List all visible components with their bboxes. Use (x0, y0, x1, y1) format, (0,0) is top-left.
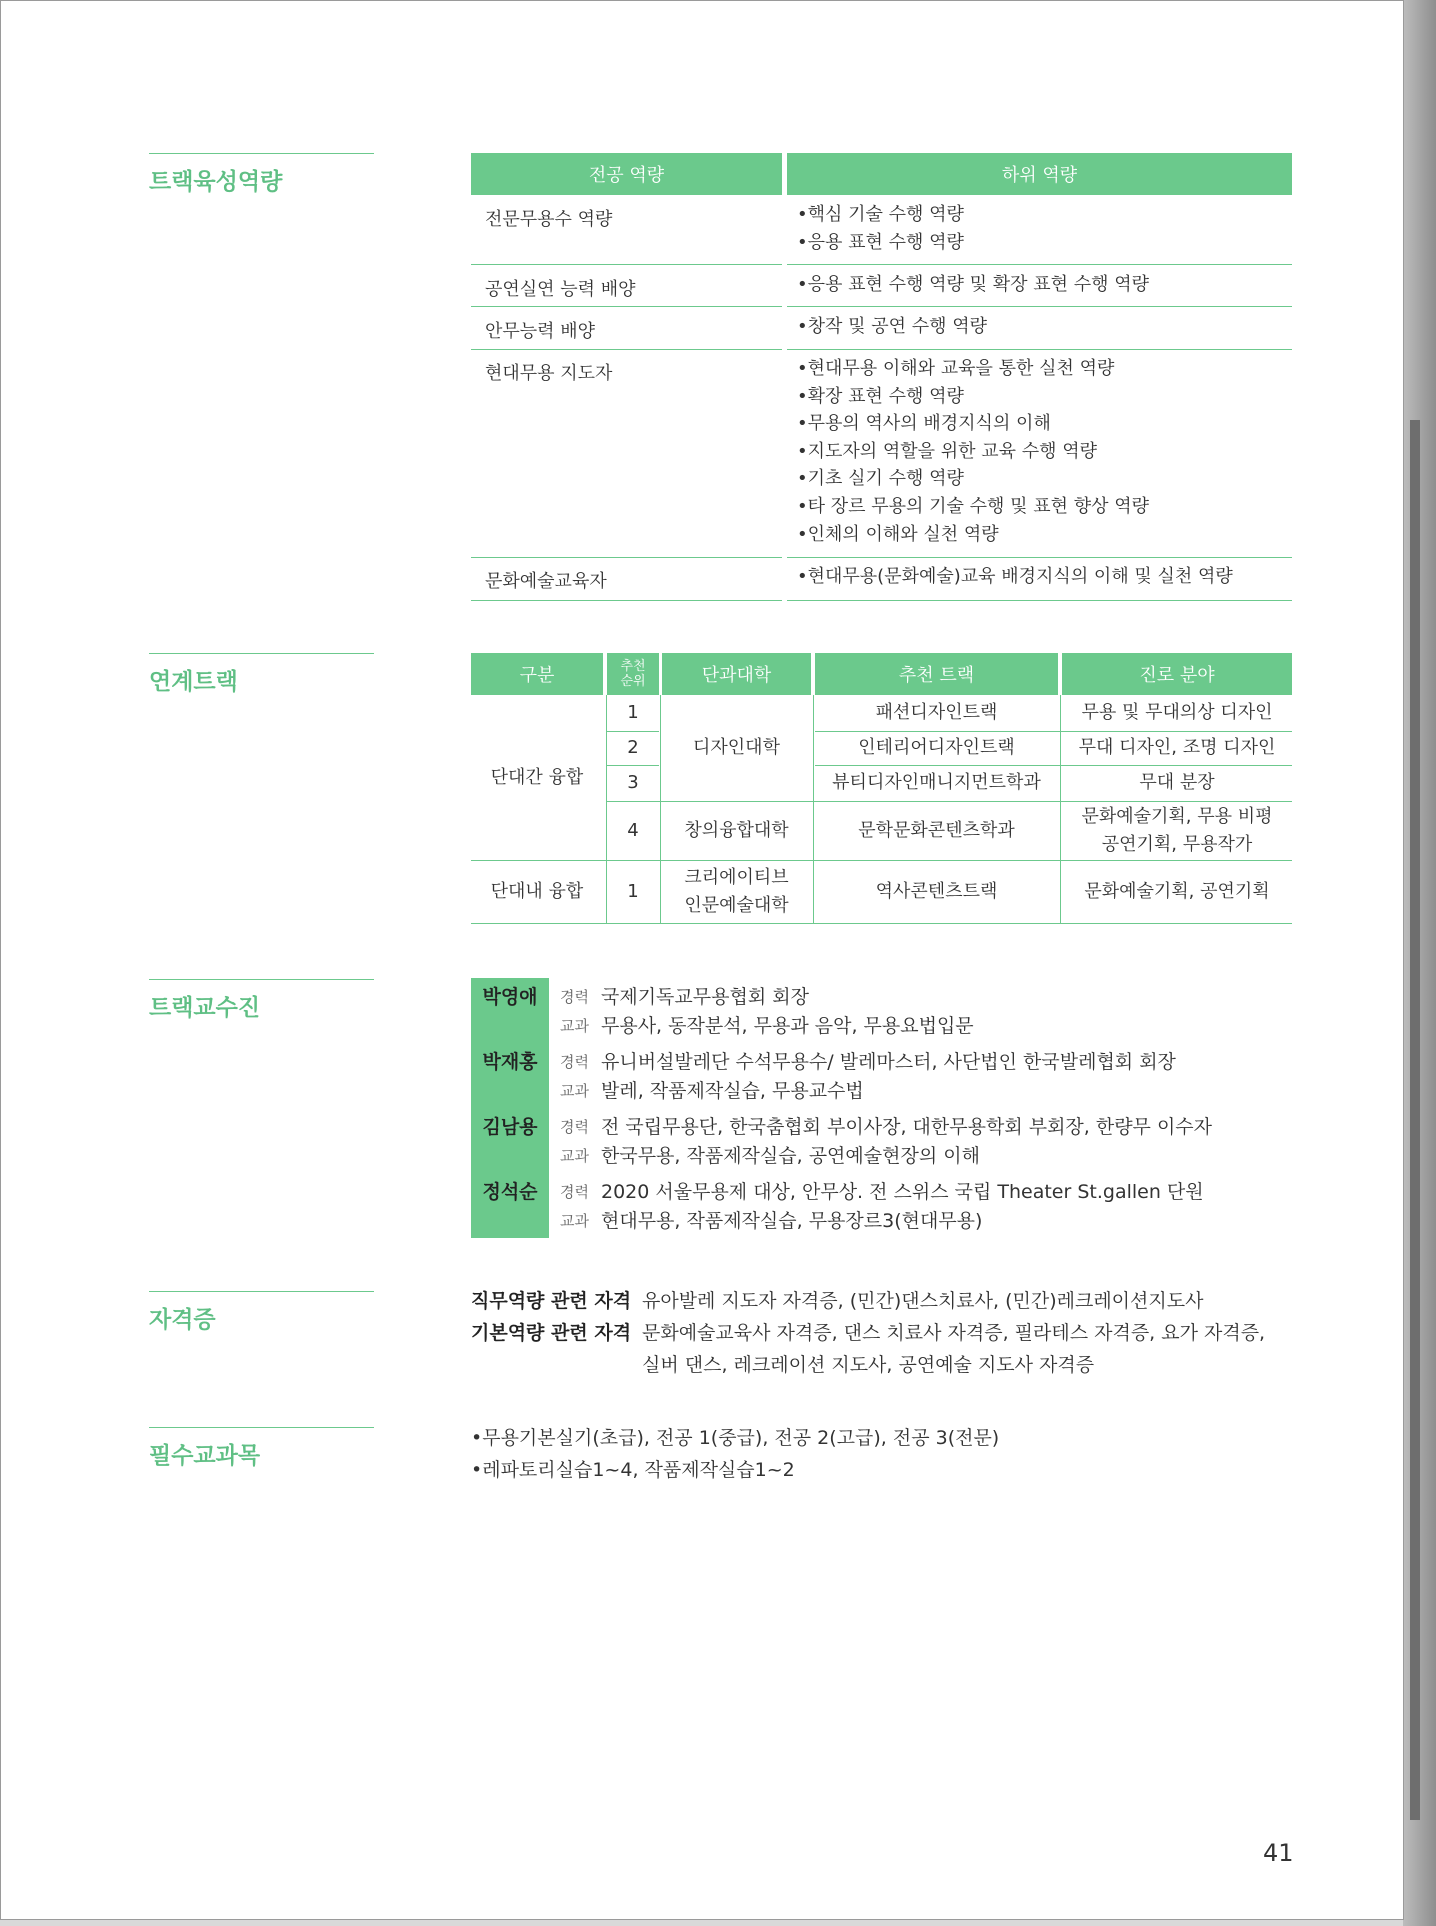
table1-row-divider (471, 264, 782, 265)
section-divider (149, 1291, 374, 1292)
faculty-career: 2020 서울무용제 대상, 안무상. 전 스위스 국립 Theater St.gallen 단원 (601, 1181, 1204, 1203)
table2-header-category: 구분 (471, 653, 603, 695)
required-course-item: • 무용기본실기(초급), 전공 1(중급), 전공 2(고급), 전공 3(전문) (471, 1423, 999, 1450)
table1-row-divider (471, 349, 782, 350)
faculty-course-label: 교과 (560, 1212, 589, 1230)
faculty-courses: 현대무용, 작품제작실습, 무용장르3(현대무용) (601, 1210, 983, 1232)
table1-row-divider (787, 349, 1292, 350)
table2-row-divider (607, 801, 1292, 802)
faculty-name: 박재홍 (482, 1051, 538, 1073)
faculty-career: 유니버설발레단 수석무용수/ 발레마스터, 사단법인 한국발레협회 회장 (601, 1051, 1176, 1073)
table2-row-divider (607, 731, 659, 732)
section-title-competency: 트랙육성역량 (149, 169, 283, 195)
table1-row-label: 안무능력 배양 (485, 321, 596, 342)
section-title-required-courses: 필수교과목 (149, 1443, 261, 1469)
scrollbar-track[interactable] (1410, 420, 1420, 1820)
faculty-career-label: 경력 (560, 1183, 589, 1201)
table2-rank: 1 (627, 702, 639, 723)
table1-row-divider (471, 600, 782, 601)
section-title-certificates: 자격증 (149, 1307, 216, 1333)
faculty-career-label: 경력 (560, 1053, 589, 1071)
table1-row-label: 현대무용 지도자 (485, 363, 613, 384)
table2-col-divider (813, 695, 814, 923)
faculty-name: 정석순 (482, 1181, 538, 1203)
section-title-faculty: 트랙교수진 (149, 995, 261, 1021)
table1-row-label: 공연실연 능력 배양 (485, 279, 636, 300)
table1-row-divider (471, 306, 782, 307)
table2-career: 무용 및 무대의상 디자인 (1081, 702, 1273, 723)
section-divider (149, 979, 374, 980)
table1-row-label: 전문무용수 역량 (485, 209, 613, 230)
table2-row-divider (815, 731, 1292, 732)
table2-college: 디자인대학 (693, 737, 780, 758)
faculty-career-label: 경력 (560, 988, 589, 1006)
table2-row-divider (815, 765, 1292, 766)
qualification-job-text: 유아발레 지도자 자격증, (민간)댄스치료사, (민간)레크레이션지도사 (642, 1290, 1204, 1312)
table1-row-divider (471, 557, 782, 558)
table2-header-college: 단과대학 (662, 653, 811, 695)
section-divider (149, 153, 374, 154)
table1-row-divider (787, 600, 1292, 601)
qualification-job-label: 직무역량 관련 자격 (471, 1290, 632, 1312)
table2-group-inter: 단대간 융합 (490, 766, 584, 788)
table1-row-items: • 핵심 기술 수행 역량 • 응용 표현 수행 역량 (797, 201, 964, 256)
faculty-name: 박영애 (482, 986, 538, 1008)
table2-row-divider (471, 860, 1292, 861)
table2-row-divider (471, 923, 1292, 924)
table2-rank: 3 (627, 772, 639, 793)
table2-career: 무대 분장 (1139, 772, 1215, 793)
table1-row-divider (787, 306, 1292, 307)
table2-career: 무대 디자인, 조명 디자인 (1078, 737, 1276, 758)
table2-group-intra: 단대내 융합 (490, 880, 584, 902)
qualification-basic-text: 실버 댄스, 레크레이션 지도사, 공연예술 지도사 자격증 (642, 1354, 1095, 1376)
table2-header-track: 추천 트랙 (815, 653, 1058, 695)
required-course-item: • 레파토리실습1~4, 작품제작실습1~2 (471, 1455, 795, 1482)
faculty-career-label: 경력 (560, 1118, 589, 1136)
table2-college: 크리에이티브 인문예술대학 (684, 866, 789, 916)
table1-header-sub: 하위 역량 (787, 153, 1292, 195)
faculty-name: 김남용 (482, 1116, 538, 1138)
section-divider (149, 653, 374, 654)
table2-track: 문학문화콘텐츠학과 (858, 819, 1015, 841)
qualification-basic-label: 기본역량 관련 자격 (471, 1322, 632, 1344)
table1-row-divider (787, 557, 1292, 558)
table1-row-items: • 현대무용(문화예술)교육 배경지식의 이해 및 실천 역량 (797, 563, 1233, 591)
faculty-courses: 발레, 작품제작실습, 무용교수법 (601, 1080, 864, 1102)
table2-rank: 2 (627, 737, 639, 758)
table2-track: 역사콘텐츠트랙 (875, 880, 998, 902)
faculty-course-label: 교과 (560, 1017, 589, 1035)
section-divider (149, 1427, 374, 1428)
table2-college: 창의융합대학 (684, 819, 789, 841)
table1-row-items: • 응용 표현 수행 역량 및 확장 표현 수행 역량 (797, 271, 1149, 299)
faculty-course-label: 교과 (560, 1082, 589, 1100)
table2-header-career: 진로 분야 (1062, 653, 1292, 695)
table2-career: 문화예술기획, 무용 비평 공연기획, 무용작가 (1081, 805, 1273, 855)
page-number: 41 (1263, 1839, 1294, 1867)
table2-col-divider (606, 695, 607, 923)
faculty-course-label: 교과 (560, 1147, 589, 1165)
table1-row-items: • 현대무용 이해와 교육을 통한 실천 역량 • 확장 표현 수행 역량 • 무용의 역사의 배경지식의 이해 • 지도자의 역할을 위한 교육 수행 역량 • 기초 실기 수행 역량 • 타 장르 무용의 기술 수행 및 표현 향상 역량 • 인체의 이해와 실천 역량 (797, 355, 1149, 548)
faculty-courses: 한국무용, 작품제작실습, 공연예술현장의 이해 (601, 1145, 980, 1167)
table2-career: 문화예술기획, 공연기획 (1084, 880, 1270, 902)
table2-rank: 1 (627, 880, 639, 902)
table2-col-divider (1060, 695, 1061, 923)
table1-row-items: • 창작 및 공연 수행 역량 (797, 313, 987, 341)
table2-row-divider (607, 765, 659, 766)
faculty-career: 국제기독교무용협회 회장 (601, 986, 809, 1008)
table2-track: 패션디자인트랙 (875, 702, 998, 723)
table1-header-major: 전공 역량 (471, 153, 782, 195)
table2-track: 인테리어디자인트랙 (858, 737, 1015, 758)
qualification-basic-text: 문화예술교육사 자격증, 댄스 치료사 자격증, 필라테스 자격증, 요가 자격증, (642, 1322, 1266, 1344)
table1-row-divider (787, 264, 1292, 265)
faculty-courses: 무용사, 동작분석, 무용과 음악, 무용요법입문 (601, 1015, 974, 1037)
table1-row-label: 문화예술교육자 (485, 571, 607, 592)
table2-header-rank: 추천 순위 (607, 653, 659, 695)
section-title-linked-track: 연계트랙 (149, 669, 238, 695)
table2-track: 뷰티디자인매니지먼트학과 (832, 772, 1041, 793)
table2-rank: 4 (627, 819, 639, 841)
faculty-career: 전 국립무용단, 한국춤협회 부이사장, 대한무용학회 부회장, 한량무 이수자 (601, 1116, 1213, 1138)
table2-col-divider (660, 695, 661, 923)
